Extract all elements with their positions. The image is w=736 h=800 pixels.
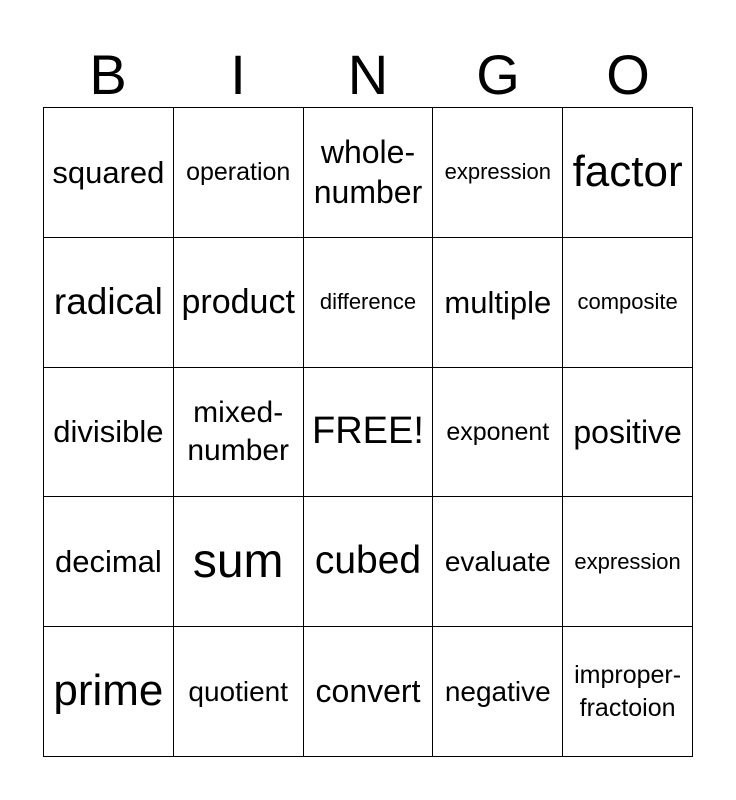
header-letter-n: N bbox=[347, 43, 389, 106]
header-letter-o: O bbox=[606, 43, 650, 106]
bingo-cell-r3-c3[interactable] bbox=[304, 368, 434, 498]
cell-word: quotient bbox=[188, 675, 289, 707]
cell-word: divisible bbox=[53, 414, 164, 450]
cell-word: mixed- number bbox=[187, 396, 290, 467]
bingo-cell-r4-c1[interactable] bbox=[44, 497, 174, 627]
cell-word: decimal bbox=[54, 544, 162, 580]
bingo-cell-r1-c3[interactable] bbox=[304, 108, 434, 238]
cell-word: evaluate bbox=[444, 545, 551, 577]
cell-word: expression bbox=[574, 548, 681, 574]
bingo-cell-r4-c5[interactable] bbox=[563, 497, 693, 627]
cell-word: difference bbox=[319, 289, 417, 314]
bingo-cell-r3-c5[interactable] bbox=[563, 368, 693, 498]
bingo-cell-r4-c4[interactable] bbox=[433, 497, 563, 627]
bingo-cell-r2-c2[interactable] bbox=[174, 238, 304, 368]
bingo-cell-r4-c3[interactable] bbox=[304, 497, 434, 627]
header-letter-i: I bbox=[230, 43, 246, 106]
cell-word: expression bbox=[444, 159, 551, 185]
bingo-cell-r1-c1[interactable] bbox=[44, 108, 174, 238]
bingo-cell-r2-c5[interactable] bbox=[563, 238, 693, 368]
bingo-cell-r5-c5[interactable] bbox=[563, 627, 693, 757]
header-letter-g: G bbox=[476, 43, 520, 106]
bingo-cell-r3-c4[interactable] bbox=[433, 368, 563, 498]
bingo-cell-r2-c1[interactable] bbox=[44, 238, 174, 368]
cell-word: improper- fractoion bbox=[574, 661, 682, 722]
bingo-cell-r1-c5[interactable] bbox=[563, 108, 693, 238]
cell-word: prime bbox=[53, 666, 164, 716]
bingo-cell-r3-c1[interactable] bbox=[44, 368, 174, 498]
bingo-card-grid bbox=[43, 107, 693, 757]
header-letter-b: B bbox=[89, 43, 127, 106]
cell-word: cubed bbox=[314, 539, 422, 583]
cell-word: whole- number bbox=[313, 134, 423, 211]
cell-word: convert bbox=[315, 673, 421, 710]
cell-word: composite bbox=[577, 289, 678, 314]
bingo-header bbox=[43, 42, 693, 108]
bingo-cell-r5-c3[interactable] bbox=[304, 627, 434, 757]
bingo-cell-r5-c2[interactable] bbox=[174, 627, 304, 757]
bingo-cell-r3-c2[interactable] bbox=[174, 368, 304, 498]
cell-word-free: FREE! bbox=[312, 410, 424, 453]
cell-word: radical bbox=[53, 281, 163, 322]
bingo-cell-r5-c4[interactable] bbox=[433, 627, 563, 757]
bingo-cell-r2-c3[interactable] bbox=[304, 238, 434, 368]
bingo-cell-r2-c4[interactable] bbox=[433, 238, 563, 368]
cell-word: product bbox=[181, 282, 295, 321]
cell-word: squared bbox=[52, 154, 165, 190]
cell-word: sum bbox=[192, 534, 284, 588]
cell-word: multiple bbox=[444, 284, 552, 320]
bingo-cell-r4-c2[interactable] bbox=[174, 497, 304, 627]
bingo-cell-r5-c1[interactable] bbox=[44, 627, 174, 757]
cell-word: exponent bbox=[446, 417, 550, 446]
cell-word: operation bbox=[186, 158, 291, 187]
cell-word: positive bbox=[573, 413, 682, 450]
bingo-cell-r1-c2[interactable] bbox=[174, 108, 304, 238]
cell-word: negative bbox=[444, 675, 551, 707]
bingo-cell-r1-c4[interactable] bbox=[433, 108, 563, 238]
cell-word: factor bbox=[572, 147, 683, 196]
